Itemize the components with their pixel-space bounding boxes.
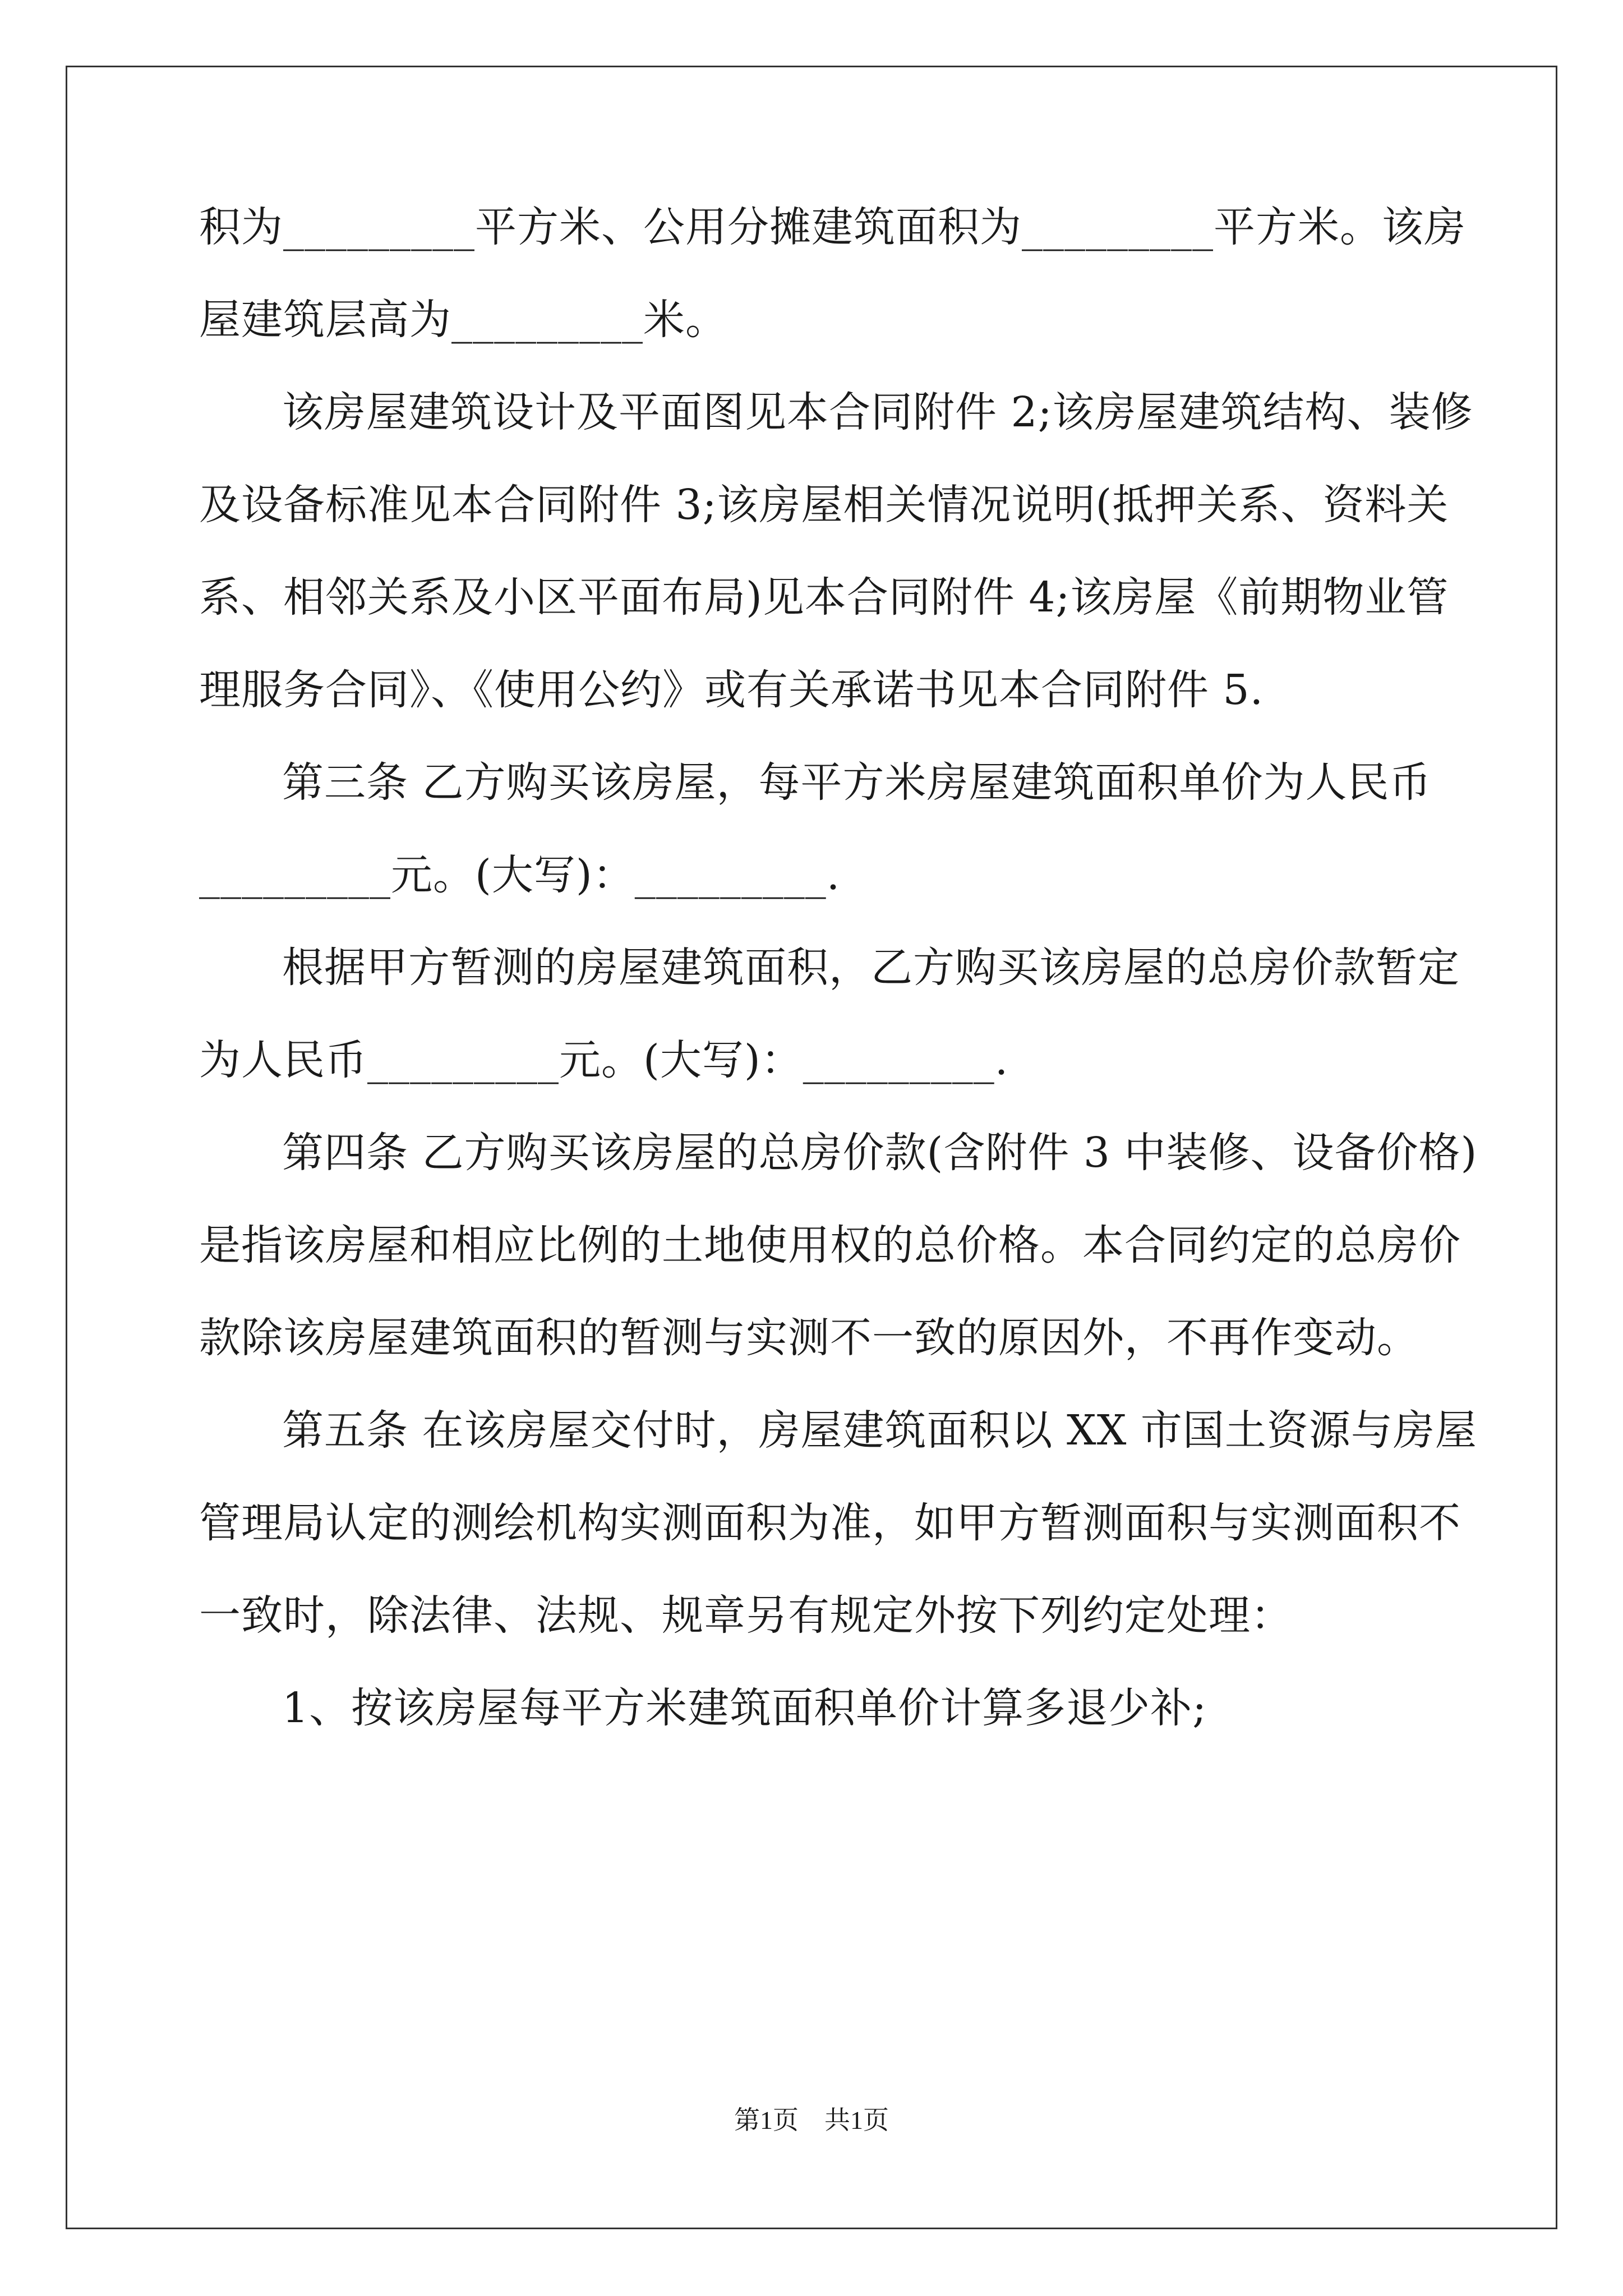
text-line: 款除该房屋建筑面积的暂测与实测不一致的原因外，不再作变动。 bbox=[199, 1314, 1419, 1362]
text-line: 积为_________平方米、公用分摊建筑面积为_________平方米。该房 bbox=[199, 203, 1466, 251]
text-line: 是指该房屋和相应比例的土地使用权的总价格。本合同约定的总房价 bbox=[199, 1221, 1461, 1269]
article-three-heading-line: 第三条 乙方购买该房屋，每平方米房屋建筑面积单价为人民币 bbox=[282, 758, 1432, 807]
text-line: 一致时，除法律、法规、规章另有规定外按下列约定处理： bbox=[199, 1591, 1293, 1640]
text-line: 系、相邻关系及小区平面布局)见本合同附件 4;该房屋《前期物业管 bbox=[199, 573, 1449, 622]
article-four-heading-line: 第四条 乙方购买该房屋的总房价款(含附件 3 中装修、设备价格) bbox=[282, 1129, 1478, 1177]
paragraph-start-line: 该房屋建筑设计及平面图见本合同附件 2;该房屋建筑结构、装修 bbox=[282, 388, 1473, 436]
paragraph-start-line: 根据甲方暂测的房屋建筑面积，乙方购买该房屋的总房价款暂定 bbox=[282, 944, 1460, 992]
text-line: 屋建筑层高为_________米。 bbox=[199, 296, 727, 344]
text-line: 管理局认定的测绘机构实测面积为准，如甲方暂测面积与实测面积不 bbox=[199, 1499, 1461, 1547]
page-number-footer: 第1页 共1页 bbox=[734, 2106, 889, 2134]
text-line: 及设备标准见本合同附件 3;该房屋相关情况说明(抵押关系、资料关 bbox=[199, 481, 1449, 529]
list-item-line: 1、按该房屋每平方米建筑面积单价计算多退少补; bbox=[282, 1684, 1207, 1732]
text-line: 理服务合同》、《使用公约》或有关承诺书见本合同附件 5. bbox=[199, 666, 1264, 714]
text-line: 为人民币_________元。(大写)：_________. bbox=[199, 1036, 1009, 1084]
article-five-heading-line: 第五条 在该房屋交付时，房屋建筑面积以 XX 市国土资源与房屋 bbox=[282, 1406, 1477, 1455]
text-line: _________元。(大写)：_________. bbox=[199, 851, 841, 899]
